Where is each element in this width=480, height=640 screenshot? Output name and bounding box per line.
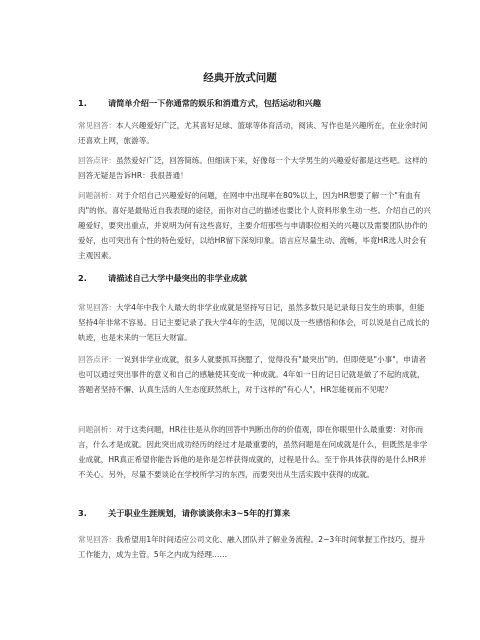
block-text: 本人兴趣爱好广泛，尤其喜好足球、篮球等体育活动，阅读、写作也是兴趣所在，在业余时间还喜欢上网，旅游等。: [78, 121, 428, 145]
block-label: 问题剖析：: [78, 191, 116, 200]
question-number: 2.: [78, 273, 87, 283]
analysis-block: [78, 422, 432, 482]
block-text: 大学4年中我个人最大的非学业成就是坚持写日记，虽然多数只是记录每日发生的琐事，但能坚持4年非常不容易。日记主要记录了我大学4年的生活，见闻以及一些感悟和体会，可以说是自己成长的轨迹，也是未来的一笔巨大财富。: [78, 303, 430, 342]
block-label: 常见回答：: [78, 535, 116, 544]
block-label: 回答点评：: [78, 355, 116, 364]
question-text: 关于职业生涯规划，请你谈谈你未3~5年的打算来: [108, 508, 291, 518]
answer-block: [78, 532, 432, 562]
analysis-block: [78, 188, 432, 263]
question-2: [78, 272, 428, 284]
answer-block: [78, 118, 432, 148]
block-label: 回答点评：: [78, 156, 116, 165]
question-3: [78, 507, 428, 519]
page-title: 经典开放式问题: [203, 72, 277, 84]
block-text: 我希望用1年时间适应公司文化、融入团队并了解业务流程。2~3年时间掌握工作技巧，提升工作能力，成为主管。5年之内成为经理……: [78, 535, 426, 559]
question-number: 1.: [78, 98, 87, 108]
answer-block: [78, 300, 432, 345]
block-label: 问题剖析：: [78, 425, 116, 434]
question-text: 请描述自己大学中最突出的非学业成就: [108, 273, 248, 283]
block-text: 对于介绍自己兴趣爱好的问题，在网申中出现率在80%以上，因为HR想要了解一个"有血有肉"的你。喜好是最贴近自我表现的途径，而你对自己的描述也要比个人资料形象生动一些。介绍自己的兴趣爱好，要突出重点，并说明为何有这些喜好，主要介绍那些与申请职位相关的兴趣以及需要团队协作的爱好，也可突出有个性的特色爱好，以给HR留下深刻印象。语言应尽量生动、流畅，毕竟HR选人时会有主观因素。: [78, 191, 431, 260]
question-number: 3.: [78, 508, 87, 518]
block-text: 虽然爱好广泛，回答简练。但细读下来，好像每一个大学男生的兴趣爱好都是这些吧。这样的回答无疑是告诉HR：我很普通！: [78, 156, 428, 180]
question-text: 请简单介绍一下你通常的娱乐和消遣方式，包括运动和兴趣: [108, 98, 321, 108]
comment-block: [78, 352, 432, 397]
block-label: 常见回答：: [78, 121, 116, 130]
block-label: 常见回答：: [78, 303, 116, 312]
question-1: [78, 97, 428, 109]
block-text: 一说到非学业成就，很多人就要抓耳挠腮了，觉得没有"最突出"的。但即使是"小事"，申请者也可以通过突出事件的意义和自己的感触使其变成一种成就。4年如一日的记日记就是做了不起的成就，答题者坚持不懈、认真生活的人生态度跃然纸上，对于这样的"有心人"，HR怎能视而不见呢？: [78, 355, 427, 394]
comment-block: [78, 153, 432, 183]
block-text: 对于这类问题，HR往往是从你的回答中判断出你的价值观，即在你眼里什么最重要：对你而言，什么才是成就。因此突出成功经历的经过才是最重要的，虽然问题是在问成就是什么，但既然是非学业成就，HR真正希望你能告诉他的是你是怎样获得成就的，过程是什么。至于你具体获得的是什么HR并不关心。另外，尽量不要谈论在学校所学习的东西，而要突出从生活实践中获得的成就。: [78, 425, 428, 479]
